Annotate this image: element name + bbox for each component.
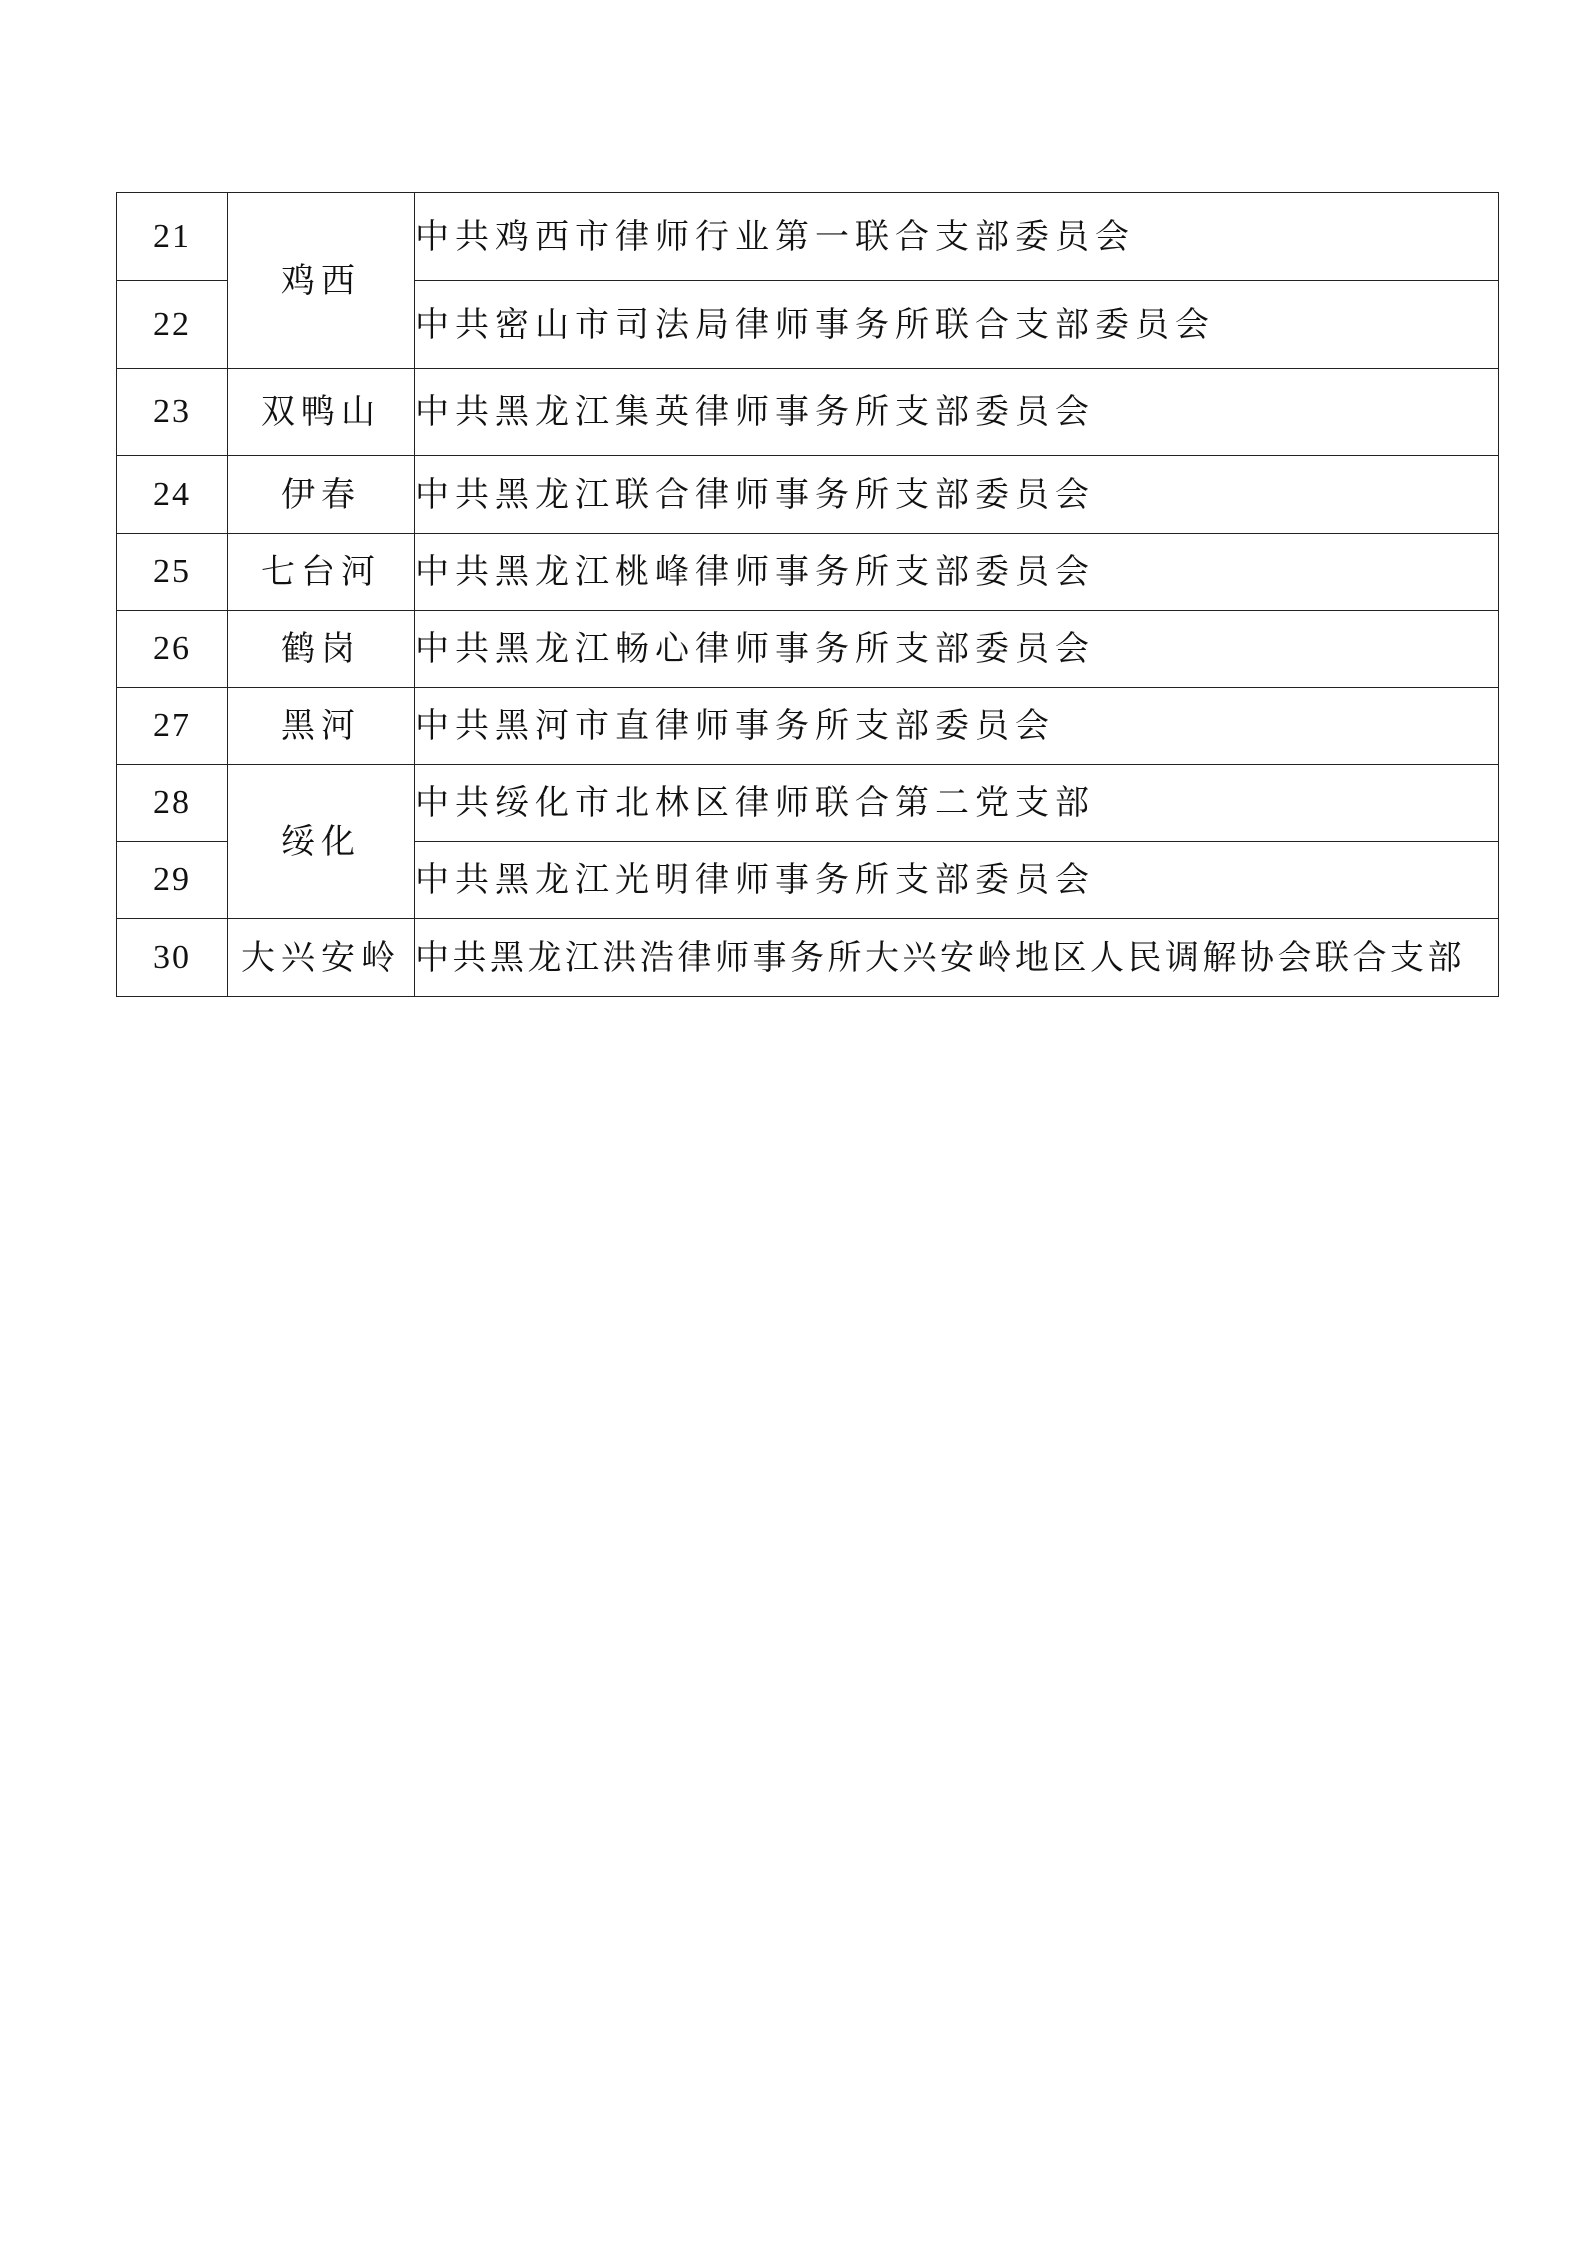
row-number: 21: [117, 193, 228, 281]
row-number: 24: [117, 456, 228, 534]
city-cell: 绥化: [228, 765, 415, 919]
organization-cell: 中共黑河市直律师事务所支部委员会: [415, 688, 1499, 765]
organization-cell: 中共密山市司法局律师事务所联合支部委员会: [415, 281, 1499, 369]
table-row: [117, 688, 1499, 765]
row-number: 28: [117, 765, 228, 842]
organization-cell: 中共黑龙江桃峰律师事务所支部委员会: [415, 534, 1499, 611]
table-row: [117, 611, 1499, 688]
city-cell: 大兴安岭: [228, 919, 415, 997]
row-number: 27: [117, 688, 228, 765]
table-row: [117, 919, 1499, 997]
organization-cell: 中共黑龙江畅心律师事务所支部委员会: [415, 611, 1499, 688]
row-number: 25: [117, 534, 228, 611]
table-row: [117, 369, 1499, 456]
organization-cell: 中共黑龙江光明律师事务所支部委员会: [415, 842, 1499, 919]
row-number: 22: [117, 281, 228, 369]
party-branch-table: [116, 192, 1499, 997]
organization-cell: 中共黑龙江洪浩律师事务所大兴安岭地区人民调解协会联合支部: [415, 919, 1499, 997]
table-row: [117, 193, 1499, 281]
table-row: [117, 765, 1499, 842]
city-cell: 双鸭山: [228, 369, 415, 456]
city-cell: 鸡西: [228, 193, 415, 369]
organization-cell: 中共鸡西市律师行业第一联合支部委员会: [415, 193, 1499, 281]
organization-cell: 中共绥化市北林区律师联合第二党支部: [415, 765, 1499, 842]
city-cell: 七台河: [228, 534, 415, 611]
row-number: 26: [117, 611, 228, 688]
table-row: [117, 456, 1499, 534]
city-cell: 鹤岗: [228, 611, 415, 688]
city-cell: 伊春: [228, 456, 415, 534]
organization-cell: 中共黑龙江集英律师事务所支部委员会: [415, 369, 1499, 456]
table-row: [117, 534, 1499, 611]
row-number: 30: [117, 919, 228, 997]
organization-cell: 中共黑龙江联合律师事务所支部委员会: [415, 456, 1499, 534]
row-number: 23: [117, 369, 228, 456]
city-cell: 黑河: [228, 688, 415, 765]
row-number: 29: [117, 842, 228, 919]
